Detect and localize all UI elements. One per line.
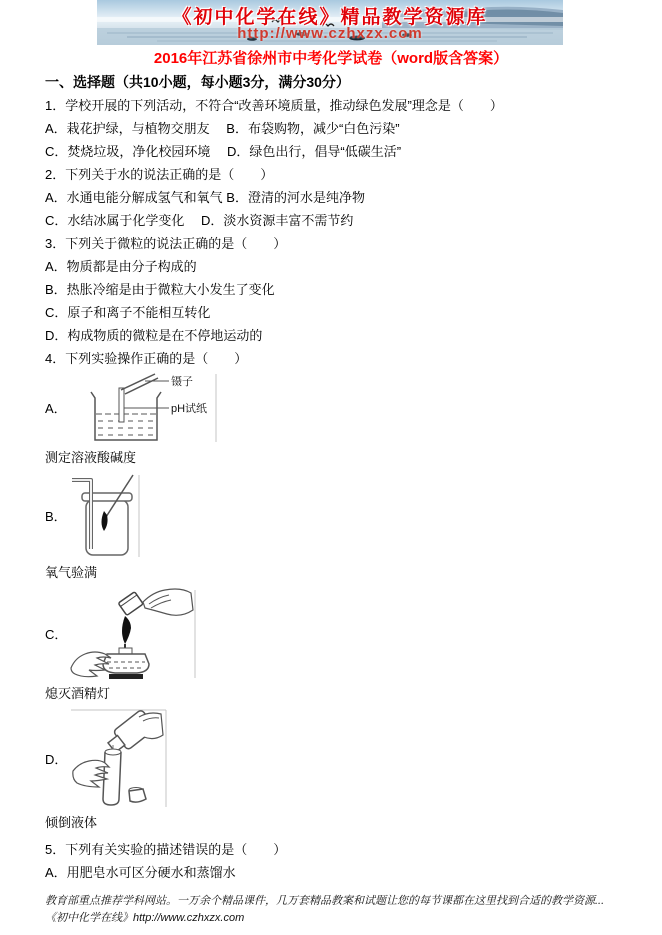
q1-stem: 1．学校开展的下列活动，不符合“改善环境质量，推动绿色发展”理念是（ ） bbox=[45, 98, 503, 113]
oxygen-test-figure bbox=[69, 473, 141, 559]
banner-site-url: http://www.czhxzx.com bbox=[237, 25, 423, 42]
q2-options-cd: C．水结冰属于化学变化 D．淡水资源丰富不需节约 bbox=[45, 213, 354, 228]
q1-options-cd: C．焚烧垃圾，净化校园环境 D．绿色出行，倡导“低碳生活” bbox=[45, 144, 402, 159]
q4-option-c-caption: 熄灭酒精灯 bbox=[45, 686, 111, 701]
q4-option-c-letter: C． bbox=[45, 626, 68, 642]
lamp-cap-drawing bbox=[118, 592, 143, 616]
q4-option-a-caption: 测定溶液酸碱度 bbox=[45, 450, 137, 465]
q5-stem: 5．下列有关实验的描述错误的是（ ） bbox=[45, 842, 287, 857]
section-heading: 一、选择题（共10小题，每小题3分，满分30分） bbox=[45, 74, 350, 90]
ph-paper-strip bbox=[119, 388, 124, 422]
page-footer: 教育部重点推荐学科网站。一万余个精品课件，几万套精品教案和试题让您的每节课都在这里找到合适的教学资源...《初中化学在线》http://www.czhxzx.com bbox=[45, 895, 605, 924]
ph-test-figure bbox=[69, 372, 219, 444]
right-hand-drawing bbox=[143, 589, 193, 615]
q4-stem: 4．下列实验操作正确的是（ ） bbox=[45, 351, 248, 366]
flame-drawing bbox=[122, 616, 131, 644]
q4-option-a-letter: A． bbox=[45, 400, 67, 416]
site-banner bbox=[97, 0, 563, 45]
document-title: 2016年江苏省徐州市中考化学试卷（word版含答案） bbox=[153, 50, 509, 67]
pour-liquid-figure bbox=[69, 709, 169, 809]
q4-option-b-letter: B． bbox=[45, 508, 67, 524]
q5-option-a: A．用肥皂水可区分硬水和蒸馏水 bbox=[45, 865, 236, 880]
q3-stem: 3．下列关于微粒的说法正确的是（ ） bbox=[45, 236, 287, 251]
extinguish-lamp-figure bbox=[69, 588, 197, 680]
q3-option-d: D．构成物质的微粒是在不停地运动的 bbox=[45, 328, 263, 343]
q2-options-ab: A．水通电能分解成氢气和氧气 B．澄清的河水是纯净物 bbox=[45, 190, 365, 205]
q4-option-c-row bbox=[45, 588, 620, 680]
tweezers-label: 镊子 bbox=[171, 376, 193, 388]
q4-option-b-row bbox=[45, 473, 620, 559]
q4-option-a-row bbox=[45, 372, 620, 444]
gas-tube-drawing bbox=[72, 480, 91, 549]
q3-option-a: A．物质都是由分子构成的 bbox=[45, 259, 197, 274]
q4-option-d-letter: D． bbox=[45, 751, 68, 767]
banner-site-title: 《初中化学在线》精品教学资源库 bbox=[172, 7, 488, 28]
q3-option-c: C．原子和离子不能相互转化 bbox=[45, 305, 211, 320]
q4-option-d-row bbox=[45, 709, 620, 809]
q3-option-b: B．热胀冷缩是由于微粒大小发生了变化 bbox=[45, 282, 275, 297]
q1-options-ab: A．栽花护绿，与植物交朋友 B．布袋购物，减少“白色污染” bbox=[45, 121, 400, 136]
q4-option-d-caption: 倾倒液体 bbox=[45, 815, 98, 830]
ph-paper-label: pH试纸 bbox=[171, 403, 208, 415]
document-body bbox=[45, 70, 620, 884]
q2-stem: 2．下列关于水的说法正确的是（ ） bbox=[45, 167, 274, 182]
q4-option-b-caption: 氧气验满 bbox=[45, 565, 98, 580]
